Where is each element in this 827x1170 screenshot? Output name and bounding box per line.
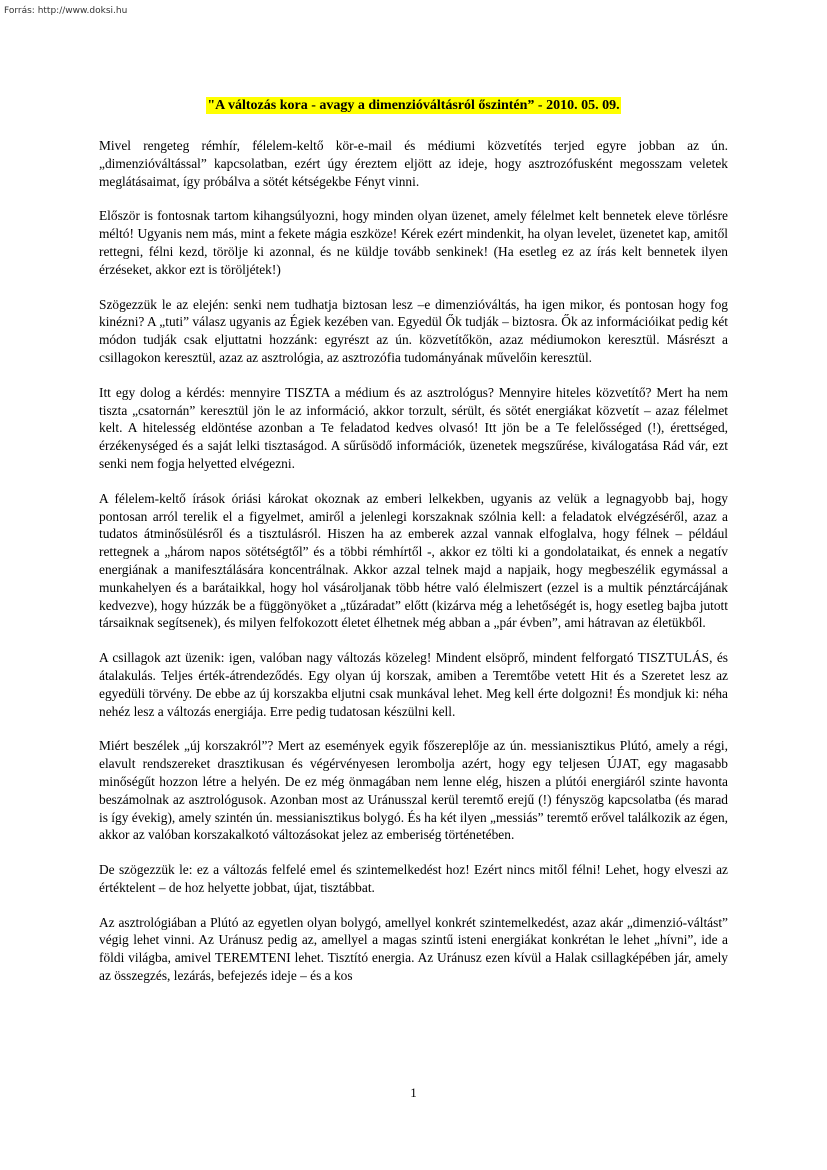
title-container [0, 96, 827, 114]
paragraph: Miért beszélek „új korszakról”? Mert az események egyik főszereplője az ún. messianisztikus Plútó, amely a régi, elavult rendszereket drasztikusan és végérvényesen lerombolja azért, hogy egy teljesen ÚJAT, egy magasabb minőségűt hozzon létre a helyén. De ez még önmagában nem lenne elég, hiszen a plútói energiáról szinte havonta beszámolnak az asztrológusok. Azonban most az Uránusszal kerül teremtő erejű (!) fényszög kapcsolatba (és marad is így évekig), amely szintén ún. messianisztikus bolygó. És ha két ilyen „messiás” teremtő erővel találkozik az égen, akkor az valóban korszakalkotó változásokat jelez az emberiség történetében. [99, 738, 728, 843]
paragraph: Itt egy dolog a kérdés: mennyire TISZTA a médium és az asztrológus? Mennyire hiteles közvetítő? Mert ha nem tiszta „csatornán” keresztül jön le az információ, akkor torzult, sérült, és sötét energiákat közvetít – azaz félelmet kelt. A hitelesség eldöntése azonban a Te feladatod kedves olvasó! Itt jön be a Te felelősséged (!), érettséged, érzékenységed és a saját lelki tisztaságod. A sűrűsödő információk, üzenetek megszűrése, kiválogatása Rád vár, ezt senki nem fogja helyetted elvégezni. [99, 384, 728, 471]
page-number: 1 [410, 1085, 417, 1100]
paragraph: A félelem-keltő írások óriási károkat okoznak az emberi lelkekben, ugyanis az velük a legnagyobb baj, hogy pontosan arról terelik el a figyelmet, amiről a jelenlegi korszaknak szólnia kell: a feladatok elvégzéséről, azaz a tudatos átminősülésről és a tisztulásról. Hiszen ha az emberek azzal vannak elfoglalva, hogy félnek – például rettegnek a „három napos sötétségtől” és a többi rémhírtől -, akkor ez tölti ki a gondolataikat, és ennek a negatív energiának a manifesztálására koncentrálnak. Akkor azzal telnek majd a napjaik, hogy megbeszélik egymással a munkahelyen és a barátaikkal, hogy hol vásároljanak több hétre való élelmiszert (ezzel is a multik pénztárcájának kedvezve), hogy húzzák be a függönyöket a „tűzáradat” előtt (kizárva még a lehetőségét is, hogy esetleg bajba jutott társaiknak segítsenek), és milyen felfokozott életet élhetnek még abban a „pár évben”, ami hátravan az életükből. [99, 490, 728, 631]
paragraph: Szögezzük le az elején: senki nem tudhatja biztosan lesz –e dimenzióváltás, ha igen mikor, és pontosan hogy fog kinézni? A „tuti” válasz ugyanis az Égiek kezében van. Egyedül Ők tudják – biztosra. Ők az információikat pedig két módon tudják csak eljuttatni hozzánk: egyrészt az ún. közvetítőkön, azaz médiumokon keresztül. Másrészt a csillagokon keresztül, azaz az asztrológia, az asztrozófia tudományának művelőin keresztül. [99, 296, 728, 365]
source-url: Forrás: http://www.doksi.hu [4, 6, 128, 16]
paragraph: Először is fontosnak tartom kihangsúlyozni, hogy minden olyan üzenet, amely félelmet kelt bennetek eleve törlésre méltó! Ugyanis nem más, mint a fekete mágia eszköze! Kérek ezért mindenkit, ha olyan levelet, üzenetet kap, amitől rettegni, félni kezd, törölje ki azonnal, és ne küldje tovább senkinek! (Ha esetleg ez az írás kelt bennetek ilyen érzéseket, akkor ezt is töröljétek!) [99, 208, 728, 277]
paragraph: De szögezzük le: ez a változás felfelé emel és szintemelkedést hoz! Ezért nincs mitől félni! Lehet, hogy elveszi az értéktelent – de hoz helyette jobbat, újat, tisztábbat. [99, 862, 728, 895]
document-body [99, 137, 728, 1002]
paragraph: Mivel rengeteg rémhír, félelem-keltő kör-e-mail és médiumi közvetítés terjed egyre jobban az ún. „dimenzióváltással” kapcsolatban, ezért úgy éreztem eljött az ideje, hogy asztrozófusként megosszam veletek meglátásaimat, így próbálva a sötét kétségekbe Fényt vinni. [99, 138, 728, 189]
paragraph: Az asztrológiában a Plútó az egyetlen olyan bolygó, amellyel konkrét szintemelkedést, azaz akár „dimenzió-váltást” végig lehet vinni. Az Uránusz pedig az, amellyel a magas szintű isteni energiákat konkrétan le lehet „hívni”, ide a földi világba, amivel TEREMTENI lehet. Tisztító energia. Az Uránusz ezen kívül a Halak csillagképében jár, amely az összegzés, lezárás, befejezés ideje – és a kos [99, 914, 728, 984]
document-title: "A változás kora - avagy a dimenzióváltásról őszintén” - 2010. 05. 09. [207, 98, 620, 113]
paragraph: A csillagok azt üzenik: igen, valóban nagy változás közeleg! Mindent elsöprő, mindent felforgató TISZTULÁS, és átalakulás. Teljes érték-átrendeződés. Egy olyan új korszak, amiben a Teremtőbe vetett Hit és a Szeretet lesz az egyedüli törvény. De ebbe az új korszakba eljutni csak munkával lehet. Meg kell érte dolgozni! És mondjuk ki: néha nehéz lesz a változás energiája. Erre pedig tudatosan készülni kell. [99, 650, 728, 719]
